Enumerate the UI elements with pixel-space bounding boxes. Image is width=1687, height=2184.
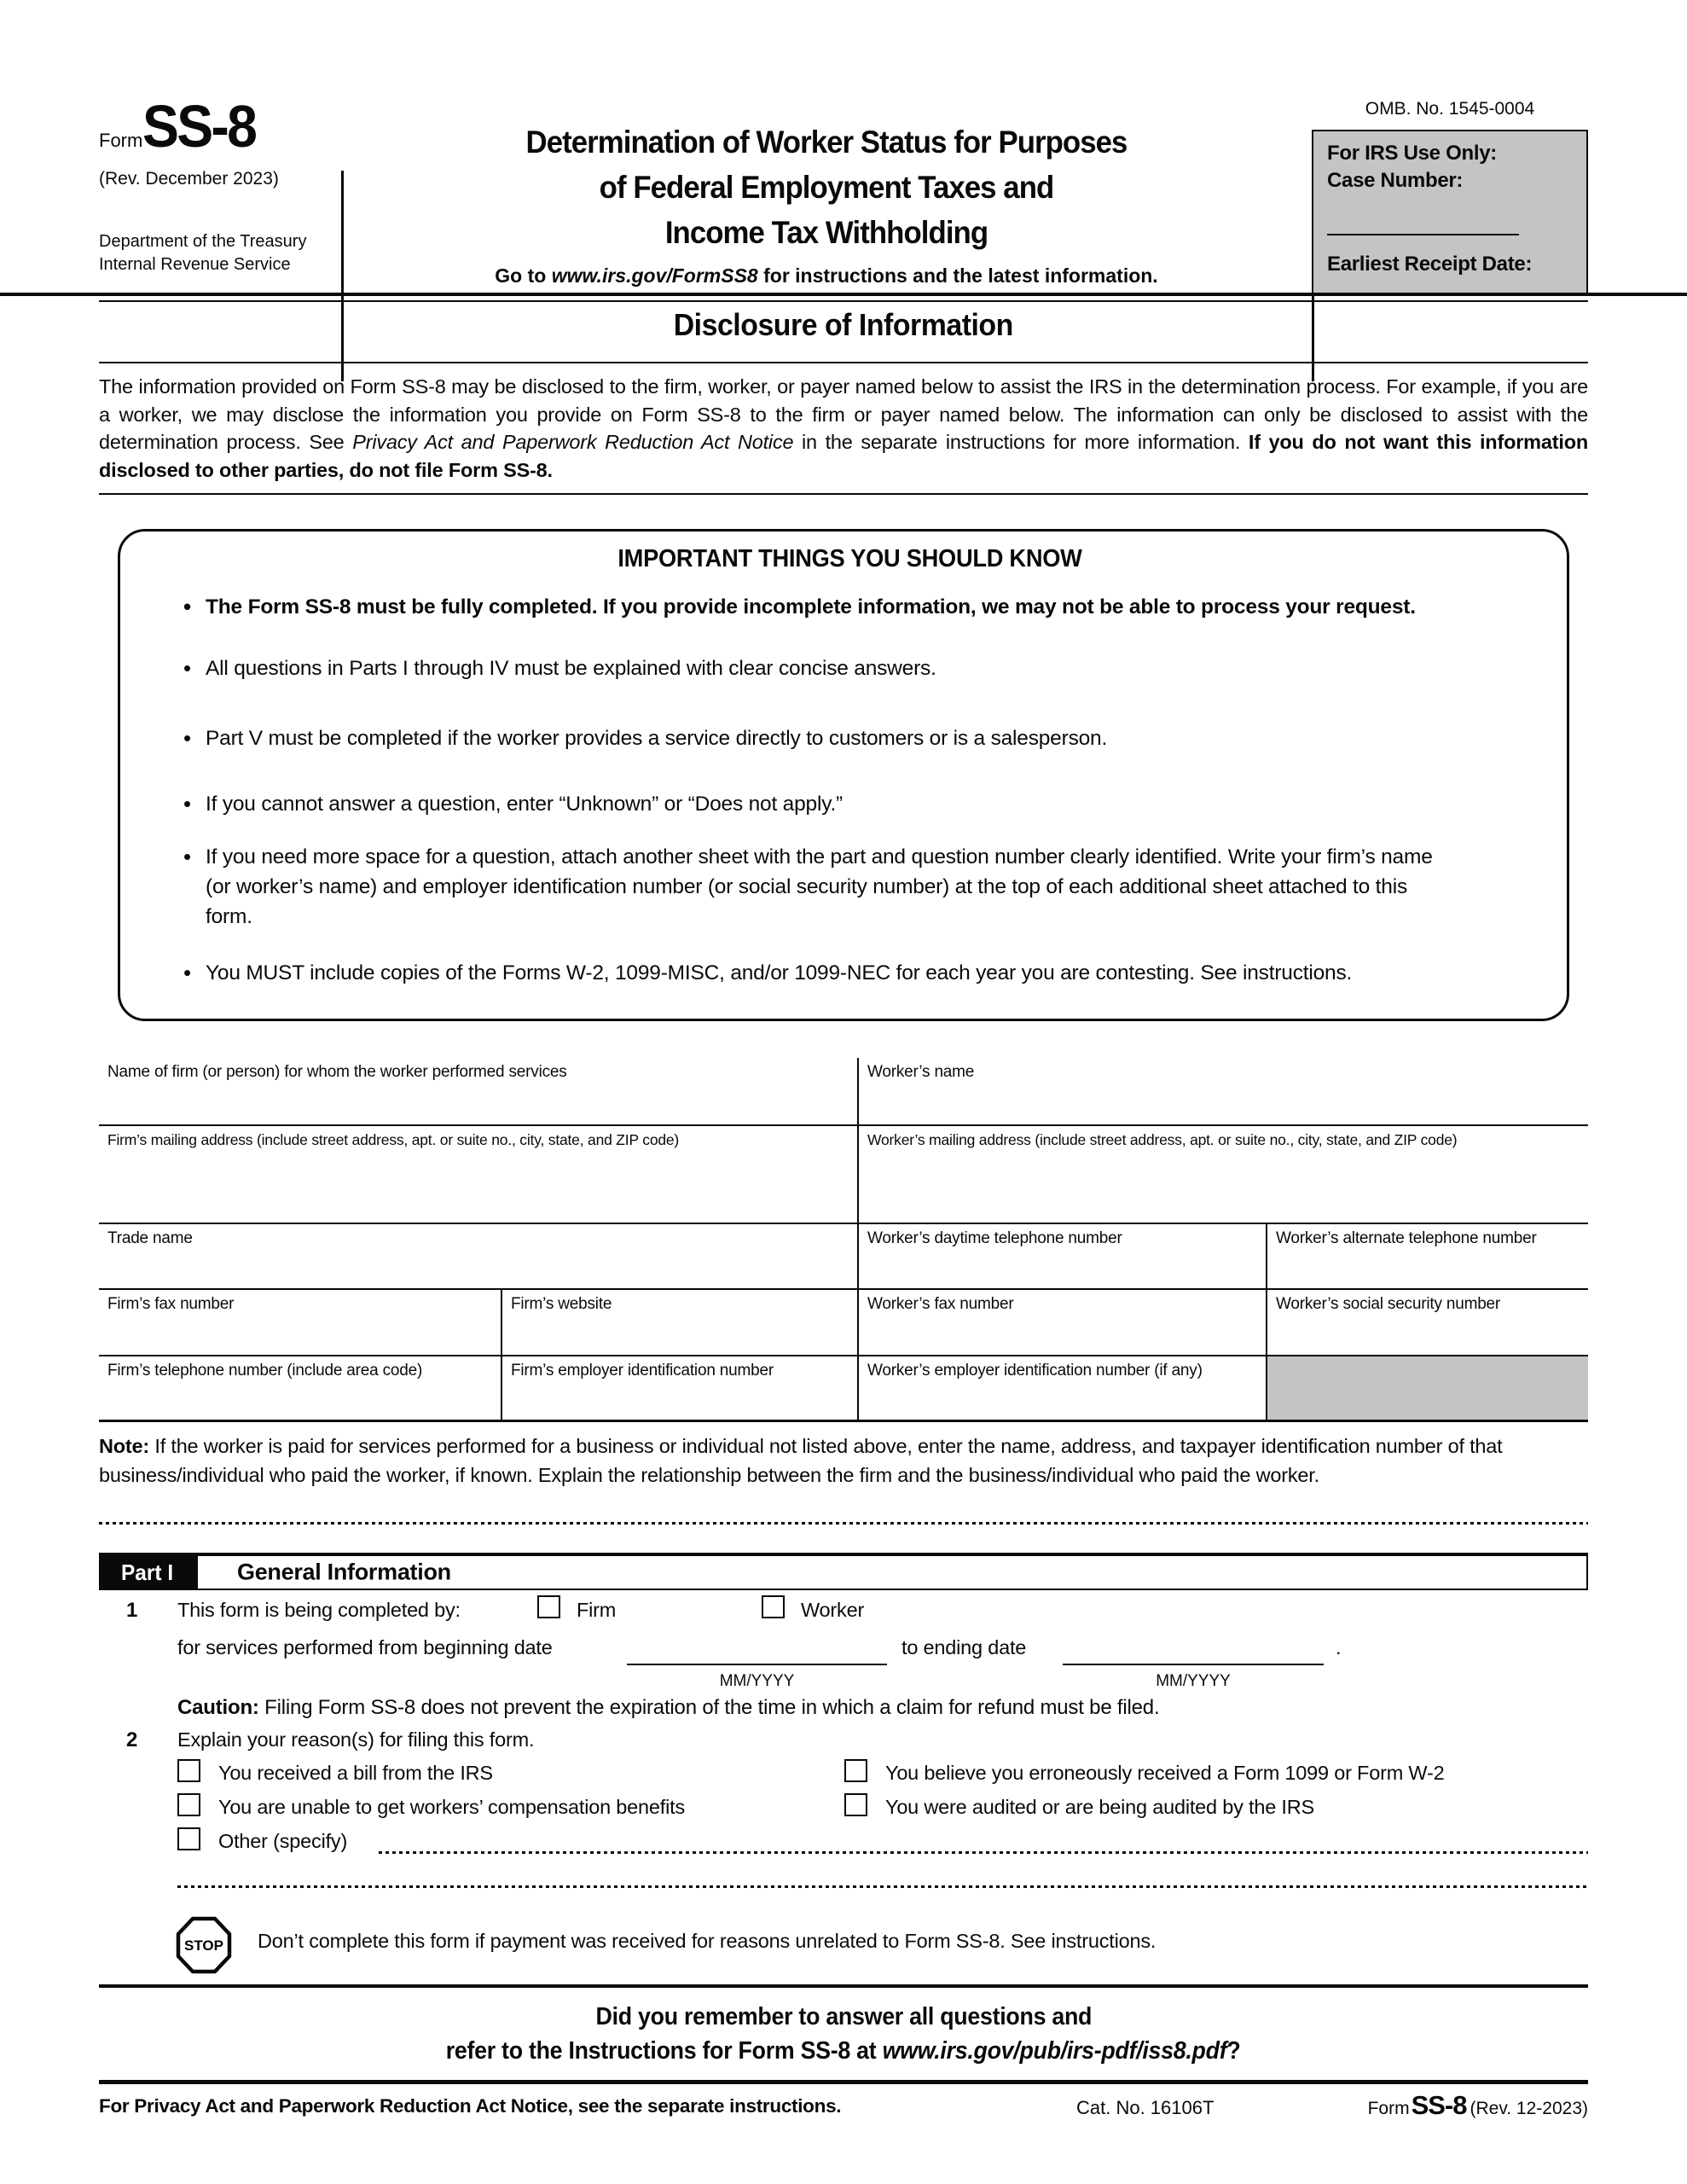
irs-use-only-box [1312,130,1588,296]
checkbox-workers-comp[interactable] [177,1793,200,1816]
footer-rule [99,2080,1588,2084]
checkbox-audited[interactable] [844,1793,867,1816]
checkbox-other-label: Other (specify) [218,1830,348,1852]
ending-date-format: MM/YYYY [1156,1672,1231,1690]
field-worker-address-label: Worker’s mailing address (include street address, apt. or suite no., city, state, and ZIP code) [867,1131,1458,1148]
important-bullet-2: • All questions in Parts I through IV must be explained with clear concise answers. [183,653,1446,683]
case-number-label: Case Number: [1327,169,1464,192]
field-trade-name[interactable] [99,1224,857,1288]
identification-table [99,1058,1588,1422]
caution-label: Caution: [177,1696,259,1719]
important-box [118,529,1569,1021]
case-number-line [1327,234,1519,235]
footer-form-number: SS-8 [1411,2090,1467,2120]
goto-line [341,264,1312,288]
checkbox-received-bill[interactable] [177,1759,200,1782]
section-dashed-separator [99,1522,1588,1525]
field-worker-ein-label: Worker’s employer identification number (if any) [867,1362,1203,1380]
important-bullet-6: • You MUST include copies of the Forms W-2, 1099-MISC, and/or 1099-NEC for each year you are contesting. See instructions. [183,958,1446,988]
checkbox-worker[interactable] [762,1595,785,1618]
disclosure-text-1: The information provided on Form SS-8 may be disclosed to the firm, worker, or payer named below to assist the IRS in the determination process. For example, if you are a worker, we may disclose the information you provide on Form SS-8 to the firm or payer named below. The information can only be disclosed to assist with the determination process. See [99,375,1588,453]
field-firm-name[interactable] [99,1058,857,1124]
checkbox-erroneous-1099-label: You believe you erroneously received a Form 1099 or Form W-2 [885,1762,1445,1784]
field-firm-ein-label: Firm’s employer identification number [511,1362,774,1380]
disclosure-rule-top [99,362,1588,363]
goto-prefix: Go to [495,264,552,287]
field-firm-phone[interactable] [99,1356,501,1420]
disclosure-rule-bottom [99,493,1588,495]
reminder-line1: Did you remember to answer all questions and [595,2003,1092,2030]
note-text: If the worker is paid for services performed for a business or individual not listed above, enter the name, address, and taxpayer identification number of that business/individual who paid the worker, if known. Explain the relationship between the firm and the business/individual who paid the worker. [99,1435,1503,1486]
form-title-line3: Income Tax Withholding [664,215,988,250]
field-firm-phone-label: Firm’s telephone number (include area code) [107,1362,423,1380]
shaded-cell [1266,1356,1588,1420]
earliest-receipt-label: Earliest Receipt Date: [1327,253,1533,276]
field-worker-alt-phone-label: Worker’s alternate telephone number [1276,1229,1537,1247]
form-label: Form [99,130,143,151]
form-title-line2: of Federal Employment Taxes and [599,170,1054,205]
disclosure-text-italic: Privacy Act and Paperwork Reduction Act Notice [352,431,794,453]
other-specify-input[interactable] [379,1851,1588,1854]
disclosure-paragraph [99,373,1588,484]
goto-url: www.irs.gov/FormSS8 [551,264,758,287]
field-firm-ein[interactable] [501,1356,857,1420]
important-bullet-4: • If you cannot answer a question, enter “Unknown” or “Does not apply.” [183,789,1446,819]
part1-label: Part I [101,1556,198,1589]
field-firm-website-label: Firm’s website [511,1295,612,1313]
q1-to-ending-text: to ending date [901,1636,1027,1658]
q1-period: . [1336,1636,1342,1658]
reminder-line2 [99,2037,1588,2065]
field-firm-fax-label: Firm’s fax number [107,1295,235,1313]
q2-text: Explain your reason(s) for filing this form. [177,1728,535,1751]
goto-suffix: for instructions and the latest information. [757,264,1158,287]
checkbox-firm-label: Firm [577,1599,617,1621]
omb-number: OMB. No. 1545-0004 [1365,99,1535,119]
field-firm-address-label: Firm’s mailing address (include street address, apt. or suite no., city, state, and ZIP code) [107,1131,680,1148]
stop-sign-text: STOP [184,1937,223,1954]
reminder-line2-prefix: refer to the Instructions for Form SS-8 at [446,2037,883,2065]
important-bullet-list [183,592,1516,988]
checkbox-erroneous-1099[interactable] [844,1759,867,1782]
field-worker-fax-label: Worker’s fax number [867,1295,1014,1313]
field-worker-address[interactable] [857,1126,1588,1223]
disclosure-text-2: in the separate instructions for more information. [793,431,1249,453]
beginning-date-input[interactable] [627,1636,887,1665]
checkbox-firm[interactable] [537,1595,560,1618]
field-worker-daytime-phone-label: Worker’s daytime telephone number [867,1229,1122,1247]
footer-form-revision: (Rev. 12-2023) [1470,2099,1588,2118]
field-worker-ein[interactable] [857,1356,1266,1420]
field-worker-ssn[interactable] [1266,1290,1588,1355]
important-bullet-3: • Part V must be completed if the worker provides a service directly to customers or is a salesperson. [183,723,1446,753]
q2-dashed-line[interactable] [177,1885,1588,1888]
form-revision: (Rev. December 2023) [99,169,279,189]
field-worker-daytime-phone[interactable] [857,1224,1266,1288]
reminder-line2-suffix: ? [1226,2037,1241,2065]
stop-message: Don’t complete this form if payment was received for reasons unrelated to Form SS-8. See instructions. [258,1930,1157,1952]
disclosure-title: Disclosure of Information [673,307,1014,342]
form-number-block [99,92,265,160]
checkbox-other[interactable] [177,1827,200,1850]
note-label: Note: [99,1435,150,1457]
q1-text: This form is being completed by: [177,1599,461,1621]
checkbox-received-bill-label: You received a bill from the IRS [218,1762,493,1784]
footer-catalog-number: Cat. No. 16106T [1076,2097,1215,2118]
note-paragraph [99,1432,1588,1490]
checkbox-worker-label: Worker [801,1599,865,1621]
footer-privacy-notice: For Privacy Act and Paperwork Reduction Act Notice, see the separate instructions. [99,2095,842,2117]
disclosure-text-bold: If you do not want this information disclosed to other parties, do not file Form SS-8. [99,431,1589,481]
field-worker-name-label: Worker’s name [867,1063,975,1081]
ending-date-input[interactable] [1063,1636,1324,1665]
q2-number: 2 [126,1728,138,1751]
checkbox-audited-label: You were audited or are being audited by the IRS [885,1796,1314,1818]
field-firm-name-label: Name of firm (or person) for whom the worker performed services [107,1063,567,1081]
q1-line2-text: for services performed from beginning date [177,1636,553,1658]
part1-title: General Information [237,1559,451,1585]
reminder-url: www.irs.gov/pub/irs-pdf/iss8.pdf [882,2037,1227,2065]
field-firm-website[interactable] [501,1290,857,1355]
field-worker-name[interactable] [857,1058,1588,1124]
form-title [341,119,1312,255]
stop-icon [176,1916,232,1974]
field-worker-ssn-label: Worker’s social security number [1276,1295,1501,1313]
caution-line [177,1696,1585,1720]
header-rule-thin [99,300,1588,302]
important-bullet-5: • If you need more space for a question, attach another sheet with the part and question number clearly identified. Write your firm’s name (or worker’s name) and employer identification number (or social security number) at the top of each additional sheet attached to this form. [183,842,1446,932]
footer-form-label: Form [1367,2099,1410,2118]
agency-line1: Department of the Treasury [99,232,307,251]
caution-text: Filing Form SS-8 does not prevent the expiration of the time in which a claim for refund must be filed. [258,1696,1160,1719]
agency-line2: Internal Revenue Service [99,255,291,274]
part1-header [99,1553,1588,1590]
form-title-line1: Determination of Worker Status for Purposes [525,125,1128,160]
field-trade-name-label: Trade name [107,1229,193,1247]
field-worker-fax[interactable] [857,1290,1266,1355]
field-worker-alt-phone[interactable] [1266,1224,1588,1288]
field-firm-fax[interactable] [99,1290,501,1355]
header-rule [0,293,1687,296]
field-firm-address[interactable] [99,1126,857,1223]
reminder-rule [99,1984,1588,1988]
form-number: SS-8 [142,93,256,160]
form-header [0,85,1687,296]
important-bullet-1: • The Form SS-8 must be fully completed. If you provide incomplete information, we may not be able to process your request. [183,592,1446,622]
checkbox-workers-comp-label: You are unable to get workers’ compensation benefits [218,1796,685,1818]
beginning-date-format: MM/YYYY [719,1672,795,1690]
q1-number: 1 [126,1599,138,1622]
irs-use-only-label: For IRS Use Only: [1327,142,1497,165]
footer-form-id [1368,2090,1588,2121]
important-title: IMPORTANT THINGS YOU SHOULD KNOW [617,545,1082,572]
